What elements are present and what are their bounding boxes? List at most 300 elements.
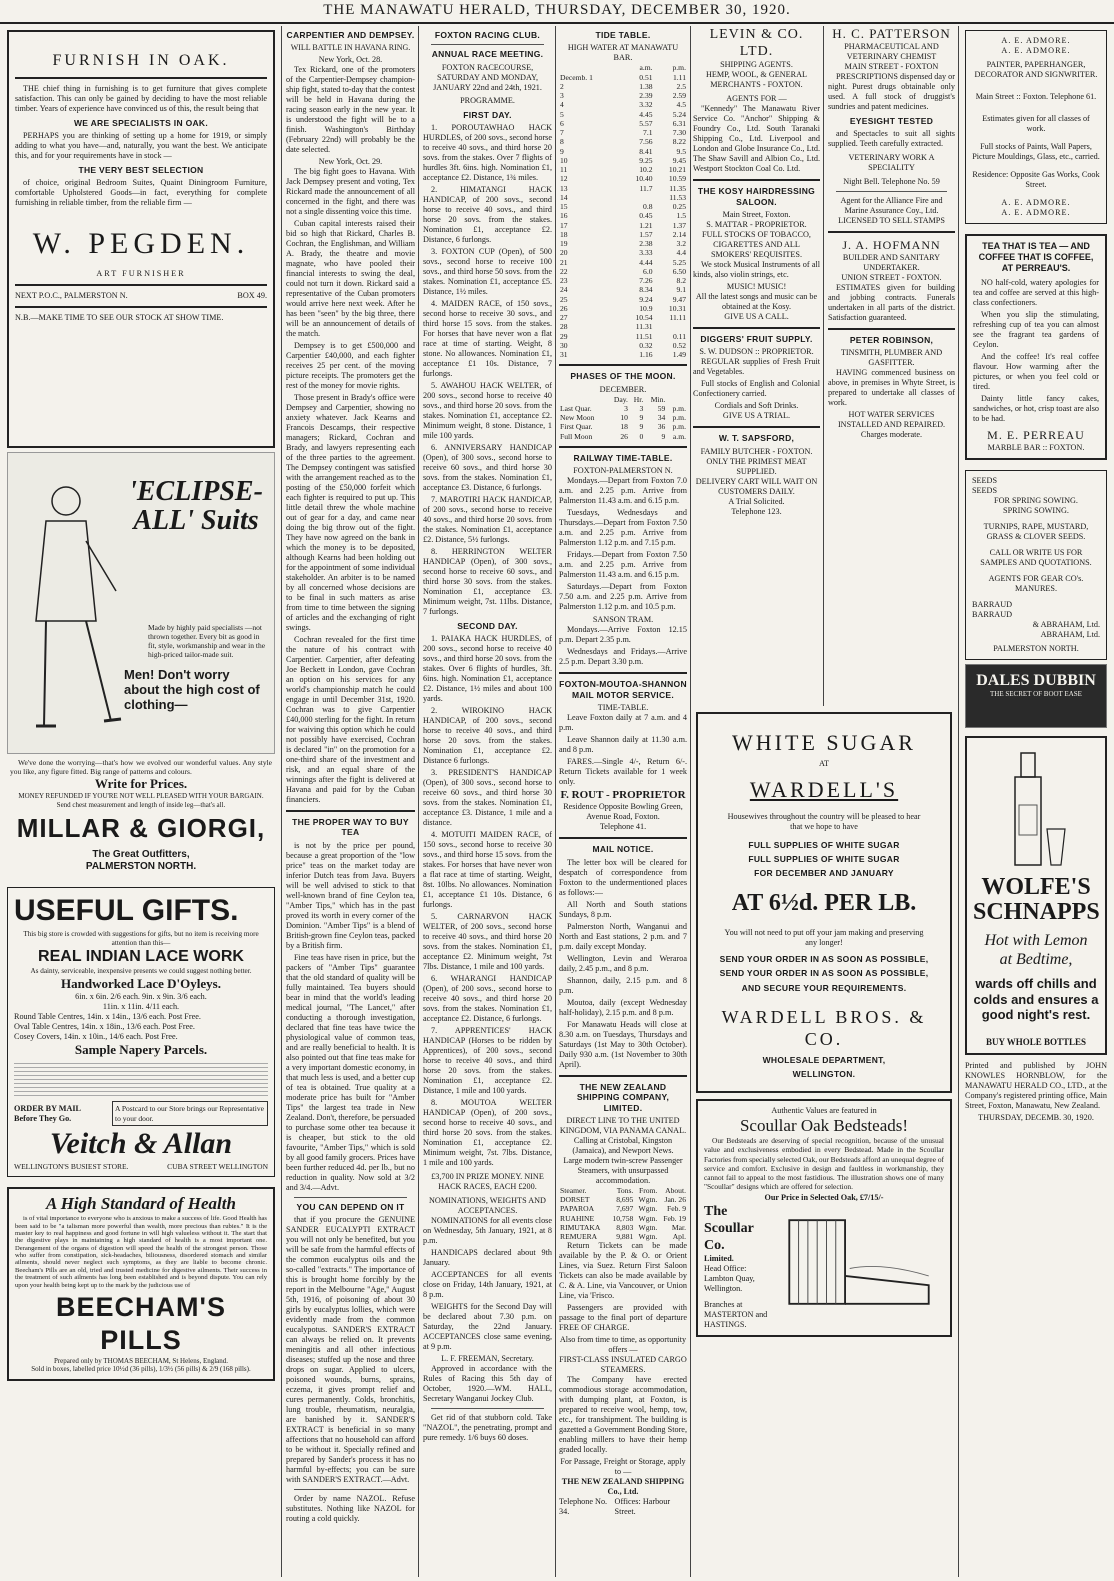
moon-cell: 26 — [620, 431, 628, 441]
seeds-call: CALL OR WRITE US FOR SAMPLES AND QUOTATIONS. — [980, 547, 1092, 567]
sapsford-text: DELIVERY CART WILL WAIT ON CUSTOMERS DAILY. — [695, 476, 818, 496]
tide-cell: 8.22 — [672, 137, 686, 147]
beecham-maker: Prepared only by THOMAS BEECHAM, St Helens, England. — [53, 1356, 229, 1365]
column-6 — [962, 26, 1110, 1577]
seeds-spring: SPRING SOWING. — [1003, 505, 1069, 515]
tide-cell: 11.31 — [635, 322, 653, 332]
tide-cell: 8.2 — [676, 276, 686, 286]
moon-cell: Last Quar. — [560, 403, 592, 413]
tide-cell: 10.2 — [639, 165, 653, 175]
tide-cell: 4.44 — [639, 257, 653, 267]
doyley-price: Round Table Centres, 14in. x 14in., 13/6 each. Post Free. — [14, 1011, 201, 1021]
article-text: that if you procure the GENUINE SANDER EUCALYPTI EXTRACT you will not only be benefited, but you will be safe from the harmful effects of the common eucalyptus oils and the so-called "extracts." The importance of this is brought home forcibly by the report in the Melbourne "Age," August 5th, 1916, of poisoning of about 30 girls by eucalyptus lollies, which were evidently made from the common eucalypotus. SANDER'S EXTRACT can always be relied on. It prevents meningitis and all other infectious diseases; stuffed up the nose and three drops on sugar. Applied to ulcers, poisoned wounds, burns, sprains, eczema, it gives prompt relief and cures permanently. Colds, bronchitis, lung trouble, rheumatism, neuralgia, are banished by it. SANDER'S EXTRACT is beneficial in so many affections that no household can afford to be without it. Specially refined and prepared by Sander's process it has no harmful by-effects; you can be sure with SANDER'S EXTRACT.—Advt. — [286, 1215, 415, 1485]
moon-cell: 0 — [639, 431, 644, 441]
nomination-note: NOMINATIONS for all events close on Wednesday, 5th January, 1921, at 8 p.m. — [423, 1216, 552, 1246]
tide-row — [559, 193, 687, 202]
divider — [286, 810, 415, 812]
barraud-city: PALMERSTON NORTH. — [993, 643, 1079, 653]
tide-row — [559, 91, 687, 100]
patterson-eyesight: EYESIGHT TESTED — [849, 115, 934, 126]
sugar-months: FOR DECEMBER AND JANUARY — [754, 868, 894, 879]
tide-headline: TIDE TABLE. — [595, 30, 651, 40]
tide-cell: 6 — [560, 118, 564, 128]
pegden-box: BOX 49. — [237, 290, 267, 300]
ship-cell: Wgtn. — [638, 1204, 658, 1214]
tide-cell: 9.1 — [676, 285, 686, 295]
race-entry: 3. FOXTON CUP (Open), of 500 sovs., second horse to receive 100 sovs., and third horse 50 sovs. from the stakes. Nomination £1, acceptance £5. Distance, 1½ miles. — [423, 247, 552, 297]
tide-cell: 4 — [560, 100, 564, 110]
tide-cell: 9 — [560, 146, 564, 156]
nz-shipping-text: Passengers are provided with passage to the final port of departure FREE OF CHARGE. — [559, 1303, 687, 1333]
mail-entry: Leave Shannon daily at 11.30 a.m. and 8 p.m. — [559, 735, 687, 755]
health-text: is of vital importance to everyone who is anxious to make a success of life. Good Health has been said to be "a talisman more powerful than wealth, more precious than rubies." It is the master key to real happiness and good fortune in will high valueless without it. The start that the digestive plays in maintaining a high standard of health is a most important one. Derangement of the organs of digestion will speed the health of the strongest person. Those who suffer from constipation, sick-headaches, biliousness, disordered stomach and similar ailments, should never neglect such symptoms, as they are liable to become chronic. Beecham's Pills are an old, tried and trusted medicine for digestive ailments. Their success in the treatment of such ailments has long been established and is beyond dispute. You can rely upon your health being kept up to the mark by the judicious use of — [15, 1215, 267, 1289]
robinson-text: HAVING commenced business on above, in premises in Whyte Street, is prepared to undertake all classes of work. — [828, 368, 955, 408]
ship-cell: Wgtn. — [638, 1232, 658, 1242]
patterson-veterinary: VETERINARY WORK A SPECIALITY — [848, 153, 935, 173]
beecham-price: Sold in boxes, labelled price 10½d (36 pills), 1/3½ (56 pills) & 2/9 (168 pills). — [31, 1365, 251, 1374]
buy-whole-bottles: BUY WHOLE BOTTLES — [985, 1036, 1087, 1047]
tide-cell: 2.5 — [676, 81, 686, 91]
tram-headline: SANSON TRAM. — [592, 615, 654, 625]
tide-row — [559, 165, 687, 174]
tide-cell: 11.53 — [669, 192, 686, 202]
tide-cell: 10.9 — [639, 303, 653, 313]
divider — [559, 672, 687, 674]
kosy-text: All the latest songs and music can be obtained at the Kosy. — [695, 291, 818, 311]
tide-cell: 11 — [560, 165, 568, 175]
ship-cell: DORSET — [560, 1195, 590, 1205]
tide-cell: 31 — [560, 350, 568, 360]
tide-row — [559, 211, 687, 220]
pegden-street: NEXT P.O.C., PALMERSTON N. — [15, 290, 128, 300]
tide-cell: 23 — [560, 276, 568, 286]
pegden-advert — [7, 30, 275, 448]
tide-cell: 7 — [560, 128, 564, 138]
schnapps-bottle-illustration — [1001, 749, 1071, 869]
veitch-allan-advert — [7, 887, 275, 1177]
barraud-advert — [965, 470, 1107, 660]
patterson-stamps: LICENSED TO SELL STAMPS — [838, 216, 945, 226]
tide-row — [559, 184, 687, 193]
patterson-trade: PHARMACEUTICAL AND VETERINARY CHEMIST — [844, 41, 939, 61]
article-headline: CARPENTIER AND DEMPSEY. — [286, 30, 415, 40]
nz-shipping-text: DIRECT LINE TO THE UNITED KINGDOM, VIA PANAMA CANAL. — [559, 1115, 687, 1135]
day-heading: SECOND DAY. — [457, 621, 518, 632]
tide-row — [559, 295, 687, 304]
tide-cell: 1.16 — [639, 350, 653, 360]
tide-row — [559, 304, 687, 313]
diggers-text: REGULAR supplies of Fresh Fruit and Vegetables. — [693, 357, 820, 377]
divider — [693, 426, 820, 428]
tide-cell: 17 — [560, 220, 568, 230]
ship-header-cell: About. — [665, 1185, 686, 1195]
admore-name: A. E. ADMORE. — [1001, 46, 1071, 55]
tide-cell: 2.59 — [672, 91, 686, 101]
column-5 — [693, 26, 955, 1577]
article-text: Cochran revealed for the first time the nature of his contract with Carpentier. Carpentier, after defeating Joe Beckett in London, gave Cochran an option on his services for any world's championship match he could engage in until December 31st, 1920. Cochran was to give Carpentier £40,000 sterling for the fight. In return for waiving this option which he could not possibly have exercised, Cochran is declared "in" on the promotion for a one-third share of the investment and risk, and an equal share of the winnings after the fight is delivered at Havana and paid for by the Cuban financiers. — [286, 635, 415, 805]
robinson-trade: TINSMITH, PLUMBER AND GASFITTER. — [840, 348, 943, 368]
tide-cell: 9.45 — [672, 155, 686, 165]
tide-cell: 16 — [560, 211, 568, 221]
moon-cell: p.m. — [672, 413, 686, 423]
ship-table — [559, 1186, 687, 1242]
race-entry: 5. CARNARVON HACK WELTER, of 200 sovs., second horse to receive 40 sovs., and third horse 20 sovs. from the stakes. Nomination £1, acceptance £2. Minimum weight, 7st 7lbs. Distance, 1 mile and 100 yards. — [423, 912, 552, 972]
at-bedtime: at Bedtime, — [999, 951, 1073, 969]
tide-subhead: HIGH WATER AT MANAWATU BAR. — [567, 43, 679, 63]
tide-cell: 22 — [560, 266, 568, 276]
order-by-mail: ORDER BY MAIL Before They Go. — [14, 1103, 81, 1123]
wardell-sugar-advert — [696, 712, 952, 1093]
white-sugar-at: AT — [818, 758, 829, 768]
moon-cell: First Quar. — [560, 422, 593, 432]
moon-cell: New Moon — [560, 413, 595, 423]
race-entry: 2. HIMATANGI HACK HANDICAP, of 200 sovs., second horse to receive 40 sovs., and third horse 20 sovs. from the stakes. Nomination £1, acceptance £2. Distance, 6 furlongs. — [423, 185, 552, 245]
article-headline: THE PROPER WAY TO BUY TEA — [292, 817, 409, 838]
nz-shipping-footer — [559, 1497, 687, 1517]
nz-offices: Offices: Harbour Street. — [614, 1497, 671, 1517]
tide-row — [559, 276, 687, 285]
divider — [15, 306, 267, 308]
barraud-name: BARRAUD — [972, 609, 1013, 619]
approval-note: Approved in accordance with the Rules of Racing this 5th day of October, 1920.—WM. HALL, Secretary Wanganui Jockey Club. — [423, 1364, 552, 1404]
eclipse-headline: Men! Don't worry about the high cost of clothing— — [124, 667, 260, 712]
moon-cell: 9 — [661, 431, 666, 441]
sub-column-right — [824, 26, 955, 706]
tide-header-cell: a.m. — [639, 63, 653, 73]
oak-selection: THE VERY BEST SELECTION — [78, 164, 204, 175]
tide-cell: 11.7 — [639, 183, 653, 193]
ship-row — [559, 1223, 687, 1232]
race-entry: 3. PRESIDENT'S HANDICAP (Open), of 300 sovs., second horse to receive 60 sovs., and third horse 30 sovs. from the stakes. Nomination £1, acceptance £3. Distance, 1 mile and a distance. — [423, 768, 552, 828]
divider — [559, 364, 687, 366]
tide-row — [559, 230, 687, 239]
tide-cell: 8.41 — [639, 146, 653, 156]
moon-header-cell: Day. — [613, 394, 628, 404]
tide-cell: 3.33 — [639, 248, 653, 258]
tide-cell: 9.47 — [672, 294, 686, 304]
ship-cell: 8,695 — [616, 1195, 634, 1205]
masthead: THE MANAWATU HERALD, THURSDAY, DECEMBER 30, 1920. — [0, 2, 1114, 24]
admore-text: Full stocks of Paints, Wall Papers, Picture Mouldings, Glass, etc., carried. — [972, 142, 1100, 161]
sub-column-left — [693, 26, 824, 706]
tide-cell: 4.4 — [676, 248, 686, 258]
perreau-advert — [965, 234, 1107, 460]
mail-entry: Leave Foxton daily at 7 a.m. and 4 p.m. — [559, 713, 687, 733]
tide-cell — [620, 193, 653, 202]
kosy-proprietor: S. MATTAR - PROPRIETOR. — [706, 219, 807, 229]
moon-month: DECEMBER. — [599, 384, 647, 394]
eclipse-tagline: Made by highly paid specialists —not thrown together. Every bit as good in fit, style, workmanship and wear in the high-priced tailor-made suit. — [148, 623, 266, 660]
dales-dubbin-advert — [965, 664, 1107, 728]
tide-cell: 24 — [560, 285, 568, 295]
wolfe-claim: wards off chills and colds and ensures a good night's rest. — [973, 975, 1099, 1023]
moon-row — [559, 413, 687, 422]
sugar-supplies: FULL SUPPLIES OF WHITE SUGAR — [748, 839, 900, 850]
tide-cell: 2.39 — [639, 91, 653, 101]
tide-cell: 1.11 — [672, 72, 686, 82]
seeds-list: TURNIPS, RAPE, MUSTARD, GRASS & CLOVER SEEDS. — [983, 521, 1089, 541]
tide-cell: 14 — [560, 192, 568, 202]
ship-cell: 8,803 — [616, 1222, 634, 1232]
wolfe-name: WOLFE'S — [981, 873, 1091, 900]
mail-notice-text: Palmerston North, Wanganui and North and East stations, 2 p.m. and 7 p.m. daily except Monday. — [559, 921, 687, 951]
tide-cell: 10.31 — [668, 303, 686, 313]
nz-shipping-text: The Company have erected commodious storage accommodation, with dumping plant, at Foxton, is prepared to receive wool, hemp, tow, etc., for transhipment. The building is gazetted a Government Bonding Store, enabling millers to have their hemp graded locally. — [559, 1375, 687, 1455]
tide-cell: 0.32 — [639, 340, 653, 350]
column-rule — [958, 26, 959, 1577]
tide-cell: 0.52 — [672, 340, 686, 350]
seeds-agents: AGENTS FOR GEAR CO's. MANURES. — [988, 573, 1084, 593]
tide-cell: 9.5 — [676, 146, 686, 156]
robinson-text: HOT WATER SERVICES INSTALLED AND REPAIRED. — [837, 410, 946, 430]
dateline: New York, Oct. 28. — [318, 55, 383, 65]
tide-row — [559, 341, 687, 350]
moon-cell: 3 — [639, 403, 644, 413]
tide-cell: 5.24 — [672, 109, 686, 119]
hofmann-address: UNION STREET - FOXTON. — [841, 272, 942, 282]
ship-header-cell: Steamer. — [560, 1185, 587, 1195]
tea-text: And the coffee! It's real coffee flavour. How warming after the pictures, or when you feel cold or tired. — [973, 351, 1099, 391]
outfitters: The Great Outfitters, — [92, 848, 190, 860]
levin-merchants: HEMP, WOOL, & GENERAL MERCHANTS - FOXTON. — [705, 70, 808, 90]
column-3 — [423, 26, 552, 1577]
article-text: is not by the price per pound, because a great proportion of the "low price" teas on the market today are inferior Dutch teas from Java. Buyers will be well advised to stick to that well-known brand of fine Ceylon tea, "Amber Tips," which has in the past proved its worth in every corner of the Dominion. "Amber Tips" is a blend of British-grown fine Ceylon teas, packed by a British firm. — [286, 840, 415, 950]
scoullar-name: The Scoullar Co. — [704, 1203, 754, 1253]
divider — [828, 328, 955, 330]
tide-cell: 7.1 — [643, 128, 653, 138]
moon-headline: PHASES OF THE MOON. — [570, 371, 676, 382]
moon-cell: 10 — [620, 413, 628, 423]
perreau-name: M. E. PERREAU — [987, 427, 1085, 442]
article-text: Fine teas have risen in price, but the packers of "Amber Tips" guarantee that the old standard of quality will be fully maintained. Tea buyers should bear in mind that the world's leading medical journal, "The Lancet," after conducting a thorough investigation, declared that fine teas have twice the physiological value of common teas, and are really beneficial to health. It is also pointed out that fine teas make for a very important domestic economy, in that much less is used, and a better cup of tea is obtained. True quality at a moderate price has built for "Amber Tips" the largest tea trade in New Zealand. Don't, therefore, be persuaded to purchase some other tea because it is cheaper, but stick to the old favourite, "Amber Tips," which is sold by all good family grocers. Prices have been further reduced 4d. per lb., but no reduction in quality. Now sold at 3/2 and 3/4.—Advt. — [286, 952, 415, 1192]
tide-cell: 2.14 — [672, 229, 686, 239]
race-entry: 8. HERRINGTON WELTER HANDICAP (Open), of 300 sovs., second horse to receive 60 sovs., and third horse 30 sovs. from the stakes. Nomination £1, acceptance £3. Minimum weight, 7st. 11lbs. Distance, 7 furlongs. — [423, 547, 552, 617]
nz-shipping-text: For Passage, Freight or Storage, apply to — — [560, 1457, 686, 1477]
rout-telephone: Telephone 41. — [599, 822, 647, 832]
tide-cell: 13 — [560, 183, 568, 193]
tide-cell: 8.34 — [639, 285, 653, 295]
ship-cell: RIMUTAKA — [560, 1222, 601, 1232]
sapsford-trade: FAMILY BUTCHER - FOXTON. — [700, 446, 813, 456]
tea-headline: TEA THAT IS TEA — AND COFFEE THAT IS COFFEE, AT PERREAU'S. — [978, 241, 1094, 273]
oak-text: THE chief thing in furnishing is to get furniture that gives complete satisfaction. This can only be gained by deciding to have the most reliable timber. Years of experience have convinced us of this, the result being that — [15, 83, 267, 113]
moon-body — [559, 404, 687, 441]
divider — [836, 191, 947, 192]
tide-cell: 1.38 — [639, 81, 653, 91]
moon-header-cell: Hr. — [633, 394, 644, 404]
mail-notice-text: For Manawatu Heads will close at 8.30 a.m. on Tuesdays, Thursdays and Saturdays (1st May to 30th October). Daily 930 a.m. (1st November to 30th April). — [559, 1019, 687, 1069]
ship-cell: PAPAROA — [560, 1204, 595, 1214]
tide-row — [559, 322, 687, 331]
tide-cell: 29 — [560, 331, 568, 341]
railway-entry: Fridays.—Depart from Foxton 7.50 a.m. and 2.25 p.m. Arrive from Palmerston 11.43 a.m. and 6.15 p.m. — [559, 550, 687, 580]
ship-header-row — [559, 1186, 687, 1195]
nz-shipping-text: Also from time to time, as opportunity offers — — [559, 1335, 687, 1355]
tide-cell: 9.24 — [639, 294, 653, 304]
doyley-price: 6in. x 6in. 2/6 each. 9in. x 9in. 3/6 each. — [75, 991, 207, 1001]
moon-cell: Full Moon — [560, 431, 593, 441]
oak-specialists: WE ARE SPECIALISTS IN OAK. — [73, 117, 209, 128]
sapsford-telephone: Telephone 123. — [731, 506, 782, 516]
dales-title: DALES DUBBIN — [976, 671, 1096, 689]
tide-cell: 28 — [560, 322, 568, 332]
scoullar-intro: Authentic Values are featured in — [771, 1105, 877, 1115]
tide-row — [559, 221, 687, 230]
column-rule — [418, 26, 419, 1577]
ship-row — [559, 1195, 687, 1204]
tide-cell: 10.59 — [668, 174, 686, 184]
ship-cell: RUAHINE — [560, 1213, 595, 1223]
scoullar-branches: Branches at MASTERTON and HASTINGS. — [704, 1299, 768, 1329]
tide-row — [559, 110, 687, 119]
man-illustration — [16, 471, 126, 741]
divider — [693, 179, 820, 181]
mail-notice-text: All North and South stations Sundays, 8 p.m. — [559, 899, 687, 919]
patterson-text: and Spectacles to suit all sights supplied. Teeth carefully extracted. — [828, 129, 955, 149]
postcard-note: A Postcard to our Store brings our Representative to your door. — [112, 1101, 268, 1125]
moon-cell: 9 — [639, 422, 644, 432]
doyley-price: 11in. x 11in. 4/11 each. — [102, 1001, 180, 1011]
article-text: Order by name NAZOL. Refuse substitutes. Nothing like NAZOL for routing a cold quickly. — [286, 1494, 415, 1524]
tide-row — [559, 248, 687, 257]
ship-body — [559, 1195, 687, 1241]
race-entry: 6. WHARANGI HANDICAP (Open), of 200 sovs., second horse to receive 40 sovs., and third horse 20 sovs. from the stakes. Nomination £1, acceptance £2. Distance, 6 furlongs. — [423, 974, 552, 1024]
tide-row — [559, 350, 687, 359]
scoullar-title: Scoullar Oak Bedsteads! — [739, 1115, 909, 1135]
order-row — [14, 1101, 268, 1125]
sugar-order: SEND YOUR ORDER IN AS SOON AS POSSIBLE, — [719, 968, 929, 979]
tide-cell: 0.8 — [643, 202, 653, 212]
race-entry: 4. MAIDEN RACE, of 150 sovs., second horse to receive 30 sovs., and third horse 15 sovs. from the stakes. For horses that have never won a flat race at time of starting. Weight, 8 stone. No allowances. Nomination £1, acceptance £1 10s. Distance, 7 furlongs. — [423, 299, 552, 379]
ship-cell: Apl. — [672, 1232, 686, 1242]
tide-row — [559, 147, 687, 156]
tide-row — [559, 156, 687, 165]
divider — [15, 284, 267, 286]
nz-telephone: Telephone No. 34. — [559, 1497, 608, 1517]
diggers-text: Full stocks of English and Colonial Confectionery carried. — [693, 379, 820, 399]
article-subhead: WILL BATTLE IN HAVANA RING. — [290, 43, 411, 53]
beecham-advert — [7, 1187, 275, 1380]
nomination-note: WEIGHTS for the Second Day will be declared about 7.30 p.m. on Saturday, the 22nd January. ACCEPTANCES close same evening, at 9 p.m. — [423, 1302, 552, 1352]
tide-cell: 2 — [560, 81, 564, 91]
ship-cell: Feb. 19 — [663, 1213, 686, 1223]
kosy-address: Main Street, Foxton. — [722, 209, 791, 219]
useful-sub: This big store is crowded with suggestions for gifts, but no item is receiving more attention than this— — [23, 929, 259, 947]
admore-residence: Residence: Opposite Gas Works, Cook Street. — [972, 170, 1100, 189]
divider — [294, 1489, 407, 1490]
tide-row — [559, 258, 687, 267]
tide-row — [559, 82, 687, 91]
divider — [431, 44, 544, 45]
robinson-text: Charges moderate. — [860, 430, 923, 440]
mail-timetable: TIME-TABLE. — [597, 703, 649, 713]
tide-row — [559, 332, 687, 341]
kosy-call: GIVE US A CALL. — [724, 311, 789, 321]
divider — [693, 327, 820, 329]
article-text: Those present in Brady's office were Dempsey and Carpentier, showing no anxiety whatever. Jack Kearns and Francois Descamps, their respective managers; Rickard, Cochran and Brady, and lawyers representing each of the three parties to the agreement. The Dempsey contingent was satisfied with the arrangement reached as to the posting of the £50,000 forfeit which each fighter is required to put up. This little detail threw the whole machine out of gear for a day, and came near doing the big throw out of the fight. They have now agreed on the bank in which the money is to be deposited, although Kearns had been holding out for the appointment of some individual stakeholder. An arbiter is to be named by all concerned whose decisions are to be final in such matters as arise from time to time between the signing of articles and the exchanging of right swings. — [286, 393, 415, 633]
tide-cell: 5.57 — [639, 118, 653, 128]
seeds-spring: FOR SPRING SOWING. — [994, 495, 1078, 505]
oak-title: FURNISH IN OAK. — [52, 52, 230, 69]
pegden-nb: N.B.—MAKE TIME TO SEE OUR STOCK AT SHOW TIME. — [15, 312, 224, 322]
seeds-label: SEEDS — [972, 475, 998, 485]
tide-cell: 26 — [560, 303, 568, 313]
article-text: Tex Rickard, one of the promoters of the Carpentier-Dempsey champion-ship fight, stated to-day that the contest will be held in Havana during the racing season early in the new year. It is understood the fight will be to a finish. Washington's Birthday (February 22nd) will probably be the date selected. — [286, 65, 415, 155]
diggers-trial: GIVE US A TRIAL. — [722, 411, 791, 421]
ship-cell: 10,758 — [612, 1213, 634, 1223]
tide-table — [559, 63, 687, 359]
column-rule — [690, 26, 691, 1577]
scoullar-price: Our Price in Selected Oak, £7/15/- — [764, 1192, 884, 1202]
tide-row — [559, 119, 687, 128]
ship-cell: 9,881 — [616, 1232, 634, 1242]
moon-cell: p.m. — [672, 403, 686, 413]
admore-advert — [965, 30, 1107, 224]
dales-sub: THE SECRET OF BOOT EASE — [990, 690, 1082, 699]
ship-cell: Wgtn. — [638, 1195, 658, 1205]
patterson-name: H. C. PATTERSON — [832, 26, 951, 41]
tide-cell: 3.32 — [639, 100, 653, 110]
napery-list — [14, 1060, 268, 1098]
tide-cell: 18 — [560, 229, 568, 239]
white-sugar-title: WHITE SUGAR — [732, 730, 916, 755]
mail-motor-headline: FOXTON-MOUTOA-SHANNON MAIL MOTOR SERVICE. — [559, 679, 687, 700]
ship-header-cell: Tons. — [616, 1185, 634, 1195]
rout-proprietor: F. ROUT - PROPRIETOR — [560, 789, 686, 802]
sugar-secure: AND SECURE YOUR REQUIREMENTS. — [741, 982, 907, 993]
moon-header-cell: Min. — [650, 394, 666, 404]
tide-cell: 27 — [560, 313, 568, 323]
tide-row — [559, 174, 687, 183]
railway-entry: Mondays.—Depart from Foxton 7.0 a.m. and 2.25 p.m. Arrive from Palmerston 11.43 a.m. and 6.15 p.m. — [559, 476, 687, 506]
nz-shipping-headline: THE NEW ZEALAND SHIPPING COMPANY, LIMITED. — [576, 1081, 670, 1113]
tide-cell: 6.31 — [672, 118, 686, 128]
write-for-prices: Write for Prices. — [94, 776, 188, 792]
hot-lemon: Hot with Lemon — [984, 931, 1088, 949]
scoullar-footer — [704, 1203, 944, 1330]
tide-row — [559, 100, 687, 109]
race-entry: 7. MAROTIRI HACK HANDICAP, of 200 sovs., second horse to receive 40 sovs., and third horse 20 sovs. from the stakes. Nomination £1, acceptance £2. Distance, 5½ furlongs. — [423, 495, 552, 545]
racing-intro: FOXTON RACECOURSE, SATURDAY AND MONDAY, JANUARY 22nd and 24th, 1921. — [433, 62, 542, 92]
tide-cell: 0.51 — [639, 72, 653, 82]
tide-row — [559, 239, 687, 248]
divider — [431, 1408, 544, 1409]
tide-cell: 1.5 — [676, 211, 686, 221]
racing-headline: FOXTON RACING CLUB. — [434, 30, 541, 40]
railway-headline: RAILWAY TIME-TABLE. — [573, 452, 673, 463]
admore-name: A. E. ADMORE. — [1001, 36, 1071, 45]
tide-cell: 19 — [560, 239, 568, 249]
nomination-note: ACCEPTANCES for all events close on Friday, 14th January, 1921, at 8 p.m. — [423, 1270, 552, 1300]
race-entry: 7. APPRENTICES' HACK HANDICAP (Horses to be ridden by Apprentices), of 200 sovs., second horse to receive 40 sovs., and third horse 20 sovs. from the stakes. Nomination £1, acceptance £2. Distance, 1 mile and 100 yards. — [423, 1026, 552, 1096]
column-5-top — [693, 26, 955, 706]
mail-notice-text: Moutoa, daily (except Wednesday half-holiday), 2.15 p.m. and 8 p.m. — [559, 997, 687, 1017]
diggers-proprietor: S. W. DUDSON :: PROPRIETOR. — [699, 347, 814, 357]
millar-giorgi-name: MILLAR & GIORGI, — [16, 813, 266, 844]
nomination-note: HANDICAPS declared about 9th January. — [423, 1248, 552, 1268]
hofmann-text: ESTIMATES given for building and jobbing contracts. Funerals undertaken in all parts of the district. Satisfaction guaranteed. — [828, 282, 955, 322]
nominations-heading: NOMINATIONS, WEIGHTS AND ACCEPTANCES. — [429, 1196, 546, 1216]
admore-address: Main Street :: Foxton. Telephone 61. — [975, 92, 1097, 101]
column-1 — [4, 26, 278, 1577]
barraud-name: BARRAUD — [972, 599, 1013, 609]
admore-name: A. E. ADMORE. — [1001, 198, 1071, 207]
nazol-note: Get rid of that stubborn cold. Take "NAZOL", the penetrating, prompt and pure remedy. 1/6 buys 60 doses. — [423, 1413, 552, 1443]
eclipse-text: We've done the worrying—that's how we evolved our wonderful values. Any style you like, any figure fitted. Big range of patterns and colours. — [10, 758, 272, 777]
moon-cell: 18 — [620, 422, 628, 432]
diggers-text: Cordials and Soft Drinks. — [714, 401, 799, 411]
tide-cell: 1.37 — [672, 220, 686, 230]
